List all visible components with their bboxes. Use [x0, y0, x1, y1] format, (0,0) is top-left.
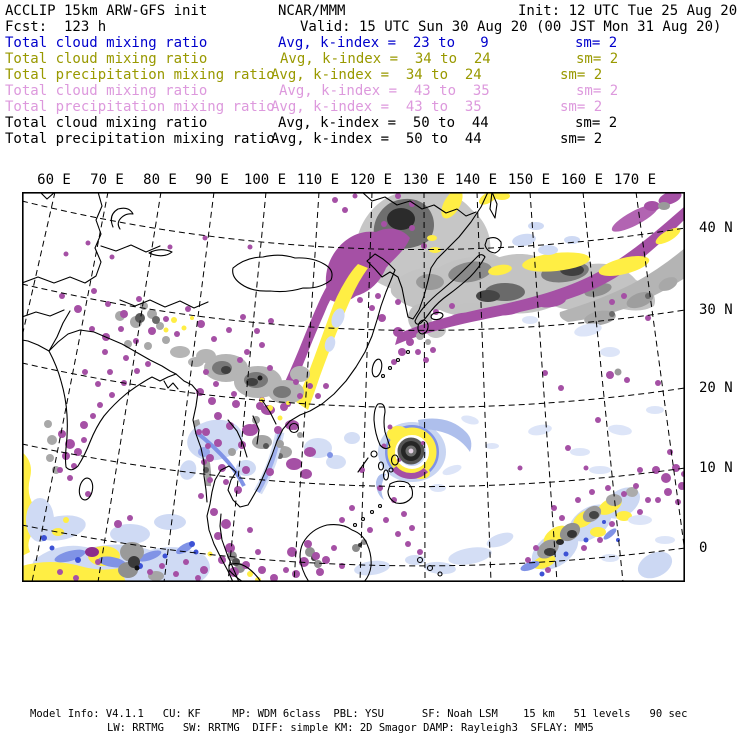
legend-kindex: Avg, k-index = 23 to 9 [278, 35, 489, 51]
legend-row [0, 100, 740, 115]
model-config-line1: Model Info: V4.1.1 CU: KF MP: WDM 6class PBL: YSU SF: Noah LSM 15 km 51 levels 90 sec [30, 708, 688, 720]
legend-sm: sm= 2 [576, 83, 619, 99]
legend-row [0, 116, 740, 131]
lon-tick-label: 170 E [613, 172, 657, 188]
weather-map [22, 192, 685, 582]
lon-tick-label: 60 E [37, 172, 71, 188]
model-config-line2: LW: RRTMG SW: RRTMG DIFF: simple KM: 2D Smagor DAMP: Rayleigh3 SFLAY: MM5 [107, 722, 594, 734]
legend-row [0, 84, 740, 99]
legend-kindex: Avg, k-index = 50 to 44 [271, 131, 482, 147]
lat-tick-label: 20 N [699, 380, 733, 396]
legend-sm: sm= 2 [560, 67, 603, 83]
lon-tick-label: 80 E [143, 172, 177, 188]
valid-time-label: Valid: 15 UTC Sun 30 Aug 20 (00 JST Mon 31 Aug 20) [300, 19, 722, 35]
legend-row [0, 52, 740, 67]
legend-row [0, 68, 740, 83]
org-label: NCAR/MMM [278, 3, 346, 19]
lon-tick-label: 150 E [507, 172, 551, 188]
lon-tick-label: 90 E [195, 172, 229, 188]
legend-kindex: Avg, k-index = 43 to 35 [279, 83, 490, 99]
lon-tick-label: 130 E [402, 172, 446, 188]
lon-tick-label: 110 E [296, 172, 340, 188]
init-time-label: Init: 12 UTC Tue 25 Aug 20 [518, 3, 738, 19]
legend-field-label: Total cloud mixing ratio [5, 51, 208, 67]
legend-sm: sm= 2 [575, 115, 618, 131]
legend-field-label: Total cloud mixing ratio [5, 35, 208, 51]
legend-kindex: Avg, k-index = 34 to 24 [280, 51, 491, 67]
legend-kindex: Avg, k-index = 43 to 35 [271, 99, 482, 115]
lon-tick-label: 160 E [560, 172, 604, 188]
legend-sm: sm= 2 [575, 35, 618, 51]
forecast-hour-label: Fcst: 123 h [5, 19, 107, 35]
lat-tick-label: 30 N [699, 302, 733, 318]
legend-field-label: Total precipitation mixing ratio [5, 131, 275, 147]
legend-field-label: Total precipitation mixing ratio [5, 99, 275, 115]
page-title: ACCLIP 15km ARW-GFS init [5, 3, 208, 19]
legend-kindex: Avg, k-index = 34 to 24 [271, 67, 482, 83]
lon-tick-label: 120 E [349, 172, 393, 188]
lon-tick-label: 100 E [243, 172, 287, 188]
lon-tick-label: 140 E [454, 172, 498, 188]
legend-sm: sm= 2 [560, 131, 603, 147]
lat-tick-label: 10 N [699, 460, 733, 476]
legend-row [0, 132, 740, 147]
legend-field-label: Total cloud mixing ratio [5, 83, 208, 99]
lon-tick-label: 70 E [90, 172, 124, 188]
lat-tick-label: 40 N [699, 220, 733, 236]
legend-field-label: Total cloud mixing ratio [5, 115, 208, 131]
valid-row [0, 20, 740, 35]
lat-tick-label: 0 [699, 540, 708, 556]
typhoon-symbol [376, 419, 471, 501]
legend-kindex: Avg, k-index = 50 to 44 [278, 115, 489, 131]
title-row [0, 4, 740, 19]
legend-sm: sm= 2 [576, 51, 619, 67]
cloud-shading-layer [22, 192, 685, 582]
legend-field-label: Total precipitation mixing ratio [5, 67, 275, 83]
legend-row [0, 36, 740, 51]
legend-sm: sm= 2 [560, 99, 603, 115]
